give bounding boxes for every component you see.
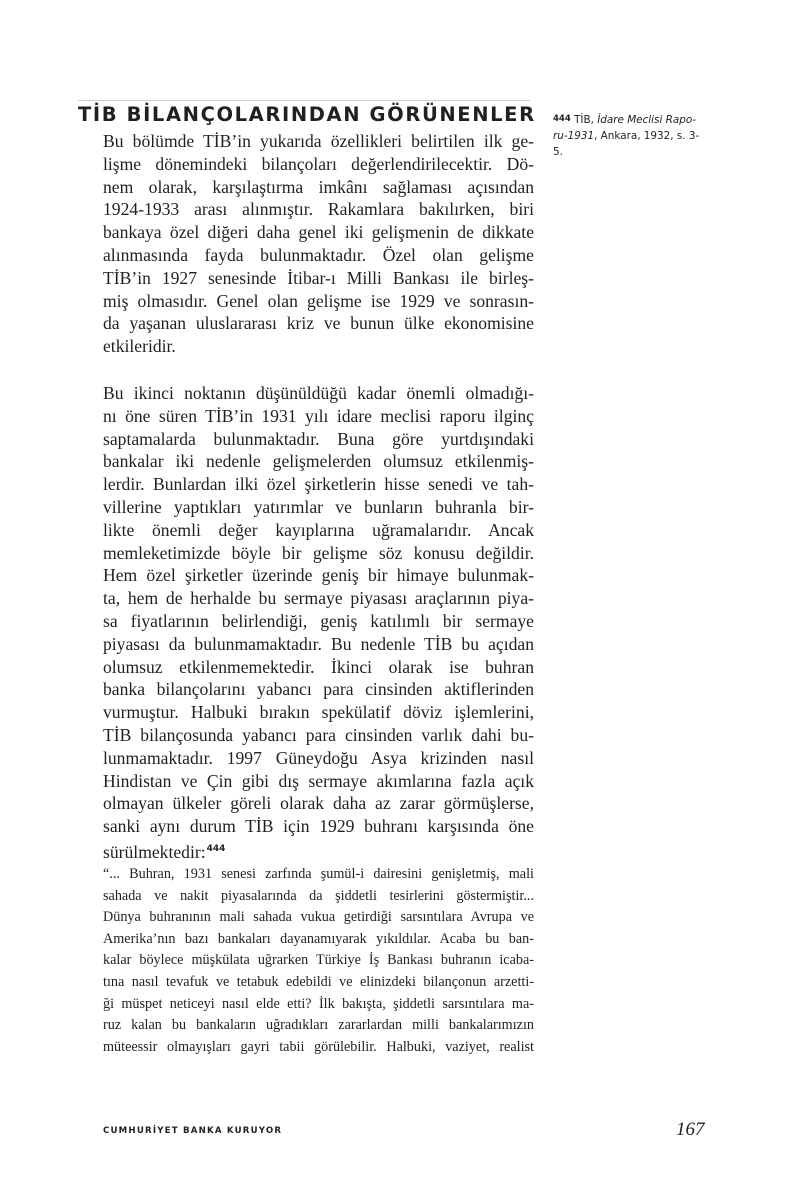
text-line: sa fiyatlarının belirlendiği, geniş katılımlı bir sermaye <box>103 610 534 631</box>
text-line-with-footnote <box>103 838 534 864</box>
running-footer-title: CUMHURİYET BANKA KURUYOR <box>103 1126 283 1136</box>
quote-line: “... Buhran, 1931 senesi zarfında şumül-i dairesini genişletmiş, mali <box>103 866 534 882</box>
quote-line: kalar böylece müşkülata uğrarken Türkiye İş Bankası buhranın icaba- <box>103 952 534 969</box>
text-line: Hem özel şirketler üzerinde geniş bir himaye bulunmak- <box>103 565 534 586</box>
text-line: olmayan ülkeler göreli olarak daha az zarar görmüşlerse, <box>103 793 534 814</box>
quote-line: ruz kalan bu bankaların uğradıkları zararlardan milli bankalarımızın <box>103 1017 534 1034</box>
text-line: ta, hem de herhalde bu sermaye piyasası araçlarının piya- <box>103 588 534 609</box>
sidenote-author: TİB, <box>574 114 594 126</box>
sidenote-number: 444 <box>553 114 571 124</box>
sidenote-444 <box>553 112 708 160</box>
text-line: da yaşanan uluslararası kriz ve bunun ülke ekonomisine <box>103 313 534 334</box>
text-line: TİB’in 1927 senesinde İtibar-ı Milli Bankası ile birleş- <box>103 267 534 288</box>
text-line: likte önemli değer kayıplarına uğramalarıdır. Ancak <box>103 519 534 540</box>
text-line: nı öne süren TİB’in 1931 yılı idare meclisi raporu ilginç <box>103 405 534 426</box>
sidenote-details: , Ankara, 1932, s. 3-5. <box>553 129 700 158</box>
page-number: 167 <box>676 1119 705 1140</box>
text-line: TİB bilançosunda yabancı para cinsinden varlık dahi bu- <box>103 724 534 745</box>
text-line: memleketimizde böyle bir gelişme söz konusu değildir. <box>103 542 534 563</box>
text-line: alınmasında fayda bulunmaktadır. Özel olan gelişme <box>103 244 534 265</box>
text-line: Hindistan ve Çin gibi dış sermaye akımlarına fazla açık <box>103 770 534 791</box>
text-line: banka bilançolarını yabancı para cinsinden aktiflerinden <box>103 679 534 700</box>
block-quote <box>103 864 534 1058</box>
paragraph-2 <box>103 382 534 864</box>
section-rule <box>78 100 530 101</box>
text-line: Bu bölümde TİB’in yukarıda özellikleri belirtilen ilk ge- <box>103 131 534 151</box>
text-line: olumsuz etkilenmemektedir. İkinci olarak ise buhran <box>103 656 534 677</box>
text-line: sanki aynı durum TİB için 1929 buhranı karşısında öne <box>103 816 534 837</box>
sidenote-title: İdare Meclisi Rapo-ru-1931 <box>553 114 696 142</box>
text-line: miş olmasıdır. Genel olan gelişme ise 1929 ve sonrasın- <box>103 290 534 311</box>
quote-line: ği müspet neticeyi nasıl elde etti? İlk bakışta, şiddetli sarsıntılara ma- <box>103 995 534 1012</box>
text-line: 1924-1933 arası alınmıştır. Rakamlara bakılırken, biri <box>103 199 534 220</box>
footnote-reference[interactable]: 444 <box>206 843 226 854</box>
text-line: lişme dönemindeki bilançoları değerlendirilecektir. Dö- <box>103 153 534 174</box>
quote-line: Dünya buhranının mali sahada vukua getirdiği sarsıntılara Avrupa ve <box>103 909 534 926</box>
quote-line: Amerika’nın bazı bankaları dayanamıyarak yıkıldılar. Acaba bu ban- <box>103 930 534 947</box>
quote-line: tına nasıl tevafuk ve tetabuk edebildi ve elinizdeki bilançonun arzetti- <box>103 973 534 990</box>
quote-line: sahada ve nakit piyasalarında da şiddetli tesirlerini göstermiştir... <box>103 887 534 904</box>
text-line: piyasası da bulunmamaktadır. Bu nedenle TİB bu açıdan <box>103 633 534 654</box>
text-line: vurmuştur. Halbuki bırakın spekülatif döviz işlemlerini, <box>103 702 534 723</box>
text-line: villerine yaptıkları yatırımlar ve bunların buhranla bir- <box>103 496 534 517</box>
text-line: saptamalarda bulunmaktadır. Buna göre yurtdışındaki <box>103 428 534 449</box>
paragraph-1 <box>103 130 534 358</box>
quote-line: müteessir olmayışları gayri tabii görülebilir. Halbuki, vaziyet, realist <box>103 1038 534 1055</box>
text-line: nem olarak, karşılaştırma imkânı sağlaması açısından <box>103 176 534 197</box>
text-line: lunmamaktadır. 1997 Güneydoğu Asya krizinden nasıl <box>103 747 534 768</box>
text-line: sürülmektedir: <box>103 841 206 862</box>
text-line: lerdir. Bunlardan ilki özel şirketlerin hisse senedi ve tah- <box>103 474 534 495</box>
text-line: etkileridir. <box>103 336 176 357</box>
text-line: bankalar iki nedenle gelişmelerden olumsuz etkilenmiş- <box>103 451 534 472</box>
section-heading: TİB BİLANÇOLARINDAN GÖRÜNENLER <box>78 103 536 126</box>
text-line: bankaya özel diğeri daha genel iki gelişmenin de dikkate <box>103 222 534 243</box>
text-line: Bu ikinci noktanın düşünüldüğü kadar önemli olmadığı- <box>103 383 534 403</box>
